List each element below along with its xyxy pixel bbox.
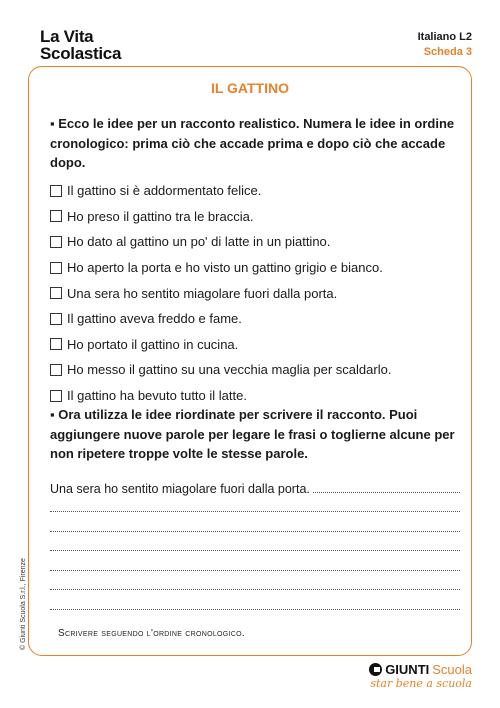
- checkbox[interactable]: [50, 313, 62, 325]
- instruction-2: ▪ Ora utilizza le idee riordinate per scrivere il racconto. Puoi aggiungere nuove parole per legare le frasi o toglierne alcune per non ripetere troppe volte le stesse parole.: [50, 407, 455, 461]
- header-info: [418, 30, 472, 60]
- dotted-line: [50, 550, 460, 551]
- writing-line[interactable]: [50, 595, 460, 615]
- copyright-text: © Giunti Scuola S.r.l., Firenze: [20, 558, 27, 650]
- giunti-g-icon: [369, 663, 382, 676]
- instruction-1: ▪ Ecco le idee per un racconto realistico. Numera le idee in ordine cronologico: prima ciò che accade prima e dopo ciò che accade dopo.: [50, 116, 455, 170]
- item-text: Una sera ho sentito miagolare fuori dalla porta.: [67, 285, 338, 301]
- writing-area[interactable]: [50, 478, 460, 615]
- writing-line[interactable]: [50, 537, 460, 557]
- brand-tagline: star bene a scuola: [370, 677, 472, 690]
- writing-line[interactable]: [50, 478, 460, 498]
- checkbox[interactable]: [50, 236, 62, 248]
- writing-line[interactable]: [50, 498, 460, 518]
- dotted-line: [50, 609, 460, 610]
- dotted-line: [50, 589, 460, 590]
- giunti-scuola-logo: [369, 662, 472, 690]
- checkbox[interactable]: [50, 185, 62, 197]
- brand-name: GIUNTI: [385, 662, 430, 677]
- checkbox[interactable]: [50, 364, 62, 376]
- dotted-line: [313, 492, 460, 493]
- logo-line2: Scolastica: [40, 44, 122, 63]
- item-text: Il gattino ha bevuto tutto il latte.: [67, 388, 247, 404]
- list-item: [50, 332, 470, 358]
- item-text: Il gattino aveva freddo e fame.: [67, 311, 242, 327]
- sheet-label: Scheda 3: [423, 46, 472, 58]
- logo-line1: La Vita: [40, 27, 94, 46]
- checkbox[interactable]: [50, 338, 62, 350]
- list-item: [50, 306, 470, 332]
- writing-line[interactable]: [50, 576, 460, 596]
- checkbox[interactable]: [50, 262, 62, 274]
- item-text: Ho messo il gattino su una vecchia maglia per scaldarlo.: [67, 362, 392, 378]
- list-item: [50, 229, 470, 255]
- list-item: [50, 357, 470, 383]
- idea-list: [50, 178, 470, 408]
- footer-note: Scrivere seguendo l'ordine cronologico.: [58, 628, 245, 639]
- writing-line[interactable]: [50, 556, 460, 576]
- worksheet-title: IL GATTINO: [210, 80, 290, 96]
- dotted-line: [50, 531, 460, 532]
- checkbox[interactable]: [50, 210, 62, 222]
- item-text: Ho preso il gattino tra le braccia.: [67, 208, 254, 224]
- dotted-line: [50, 570, 460, 571]
- dotted-line: [50, 511, 460, 512]
- checkbox[interactable]: [50, 390, 62, 402]
- list-item: [50, 204, 470, 230]
- brand-name-2: Scuola: [432, 662, 472, 677]
- item-text: Ho aperto la porta e ho visto un gattino grigio e bianco.: [67, 260, 383, 276]
- list-item: [50, 280, 470, 306]
- item-text: Ho portato il gattino in cucina.: [67, 336, 239, 352]
- item-text: Il gattino si è addormentato felice.: [67, 183, 262, 199]
- checkbox[interactable]: [50, 287, 62, 299]
- item-text: Ho dato al gattino un po' di latte in un piattino.: [67, 234, 331, 250]
- first-line-text: Una sera ho sentito miagolare fuori dalla porta.: [50, 481, 310, 496]
- writing-line[interactable]: [50, 517, 460, 537]
- list-item: [50, 178, 470, 204]
- list-item: [50, 255, 470, 281]
- la-vita-scolastica-logo: [40, 28, 121, 62]
- subject-label: Italiano L2: [417, 31, 472, 43]
